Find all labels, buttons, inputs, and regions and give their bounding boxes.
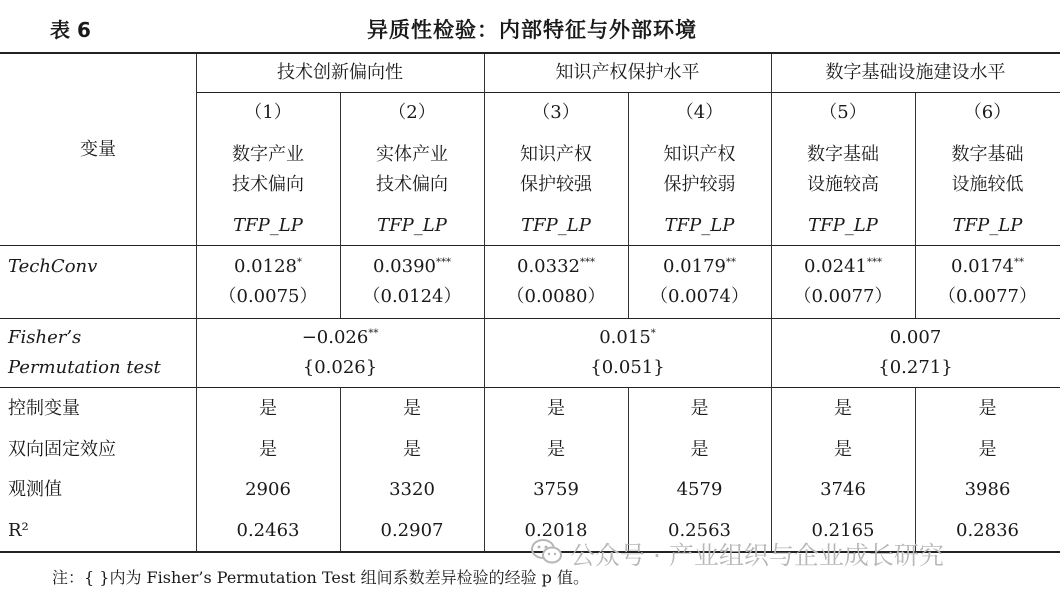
col-name-line2: 设施较高 xyxy=(807,174,879,195)
techconv-label: TechConv xyxy=(8,256,98,277)
significance-stars: ** xyxy=(368,328,379,339)
stat-value: 是 xyxy=(259,398,277,419)
col-name-line1: 知识产权 xyxy=(520,144,592,165)
stat-value: 3320 xyxy=(389,479,435,500)
dep-var: TFP_LP xyxy=(952,215,1023,236)
group-header-ip: 知识产权保护水平 xyxy=(555,62,700,83)
techconv-se: （0.0074） xyxy=(650,286,749,307)
stat-value: 0.2836 xyxy=(956,520,1019,541)
stat-value: 是 xyxy=(690,398,709,419)
techconv-coef: 0.0179** xyxy=(663,256,736,277)
col-name-line2: 设施较低 xyxy=(951,174,1024,195)
col-number: （5） xyxy=(819,102,867,123)
top-rule xyxy=(0,52,1060,54)
col-name-line1: 实体产业 xyxy=(376,144,448,165)
watermark-text: 公众号 · 产业组织与企业成长研究 xyxy=(570,541,944,570)
fisher-label-line1: Fisher’s xyxy=(8,327,82,348)
stat-value: 是 xyxy=(690,439,709,460)
fisher-pvalue: {0.026} xyxy=(302,357,378,378)
techconv-se: （0.0075） xyxy=(218,286,318,307)
stat-label-controls: 控制变量 xyxy=(8,398,80,419)
fisher-label-line2: Permutation test xyxy=(8,357,161,378)
col-number: （6） xyxy=(963,102,1012,123)
col-name-line2: 技术偏向 xyxy=(376,174,448,195)
col-name-line1: 数字基础 xyxy=(807,144,879,165)
techconv-coef: 0.0128* xyxy=(234,256,302,277)
table-label: 表 6 xyxy=(50,18,91,42)
fisher-pvalue: {0.271} xyxy=(878,357,953,378)
significance-stars: ** xyxy=(725,257,736,268)
coef-bottom-rule xyxy=(0,318,1060,319)
significance-stars: *** xyxy=(866,257,882,268)
stat-value: 是 xyxy=(834,439,852,460)
significance-stars: *** xyxy=(579,257,595,268)
stat-value: 是 xyxy=(403,398,421,419)
stat-value: 0.2463 xyxy=(236,520,300,541)
techconv-coef: 0.0332*** xyxy=(517,256,595,277)
significance-stars: ** xyxy=(1013,257,1024,268)
dep-var: TFP_LP xyxy=(233,215,303,236)
stat-value: 0.2018 xyxy=(524,520,588,541)
stat-value: 是 xyxy=(547,398,565,419)
group-header-digital: 数字基础设施建设水平 xyxy=(825,62,1006,83)
dep-var: TFP_LP xyxy=(664,215,735,236)
significance-stars: *** xyxy=(435,257,451,268)
col-number: （2） xyxy=(388,102,436,123)
group-header-tech: 技术创新偏向性 xyxy=(277,62,403,83)
col-name-line1: 知识产权 xyxy=(663,144,736,165)
row-header-variable: 变量 xyxy=(80,139,116,160)
significance-stars: * xyxy=(296,257,302,268)
fisher-diff: 0.007 xyxy=(889,327,942,348)
stat-value: 是 xyxy=(834,398,852,419)
dep-var: TFP_LP xyxy=(377,215,447,236)
col-number: （1） xyxy=(244,102,292,123)
stat-value: 是 xyxy=(978,439,997,460)
col-name-line1: 数字产业 xyxy=(232,144,304,165)
stat-label-observations: 观测值 xyxy=(8,479,62,500)
stat-value: 4579 xyxy=(676,479,723,500)
techconv-coef: 0.0174** xyxy=(951,256,1024,277)
header-bottom-rule xyxy=(0,245,1060,246)
title-row xyxy=(0,0,1064,52)
stat-label-fixed-effects: 双向固定效应 xyxy=(8,439,116,460)
significance-stars: * xyxy=(650,328,656,339)
stat-value: 0.2563 xyxy=(668,520,731,541)
dep-var: TFP_LP xyxy=(808,215,878,236)
stat-value: 0.2165 xyxy=(811,520,875,541)
wechat-icon xyxy=(530,537,564,567)
techconv-se: （0.0077） xyxy=(793,286,893,307)
col-name-line2: 技术偏向 xyxy=(232,174,304,195)
col-name-line2: 保护较弱 xyxy=(663,174,736,195)
fisher-diff: −0.026** xyxy=(301,327,379,348)
techconv-se: （0.0077） xyxy=(938,286,1037,307)
col-name-line2: 保护较强 xyxy=(520,174,592,195)
stat-value: 0.2907 xyxy=(380,520,444,541)
col-number: （4） xyxy=(675,102,724,123)
techconv-se: （0.0080） xyxy=(506,286,606,307)
col-number: （3） xyxy=(532,102,580,123)
stat-value: 3759 xyxy=(533,479,579,500)
stat-value: 3986 xyxy=(964,479,1011,500)
stat-value: 是 xyxy=(978,398,997,419)
stat-value: 是 xyxy=(259,439,277,460)
fisher-diff: 0.015* xyxy=(599,327,656,348)
stat-value: 是 xyxy=(403,439,421,460)
dep-var: TFP_LP xyxy=(521,215,591,236)
stat-label-r-squared: R² xyxy=(8,520,29,541)
techconv-coef: 0.0390*** xyxy=(373,256,451,277)
techconv-se: （0.0124） xyxy=(362,286,462,307)
table-note: 注：{ }内为 Fisher’s Permutation Test 组间系数差异检验的经验 p 值。 xyxy=(52,568,589,587)
fisher-bottom-rule xyxy=(0,387,1060,388)
fisher-pvalue: {0.051} xyxy=(590,357,665,378)
col-name-line1: 数字基础 xyxy=(951,144,1024,165)
table-title: 异质性检验：内部特征与外部环境 xyxy=(367,18,697,42)
stat-value: 2906 xyxy=(245,479,291,500)
stat-value: 3746 xyxy=(820,479,866,500)
techconv-coef: 0.0241*** xyxy=(804,256,882,277)
stat-value: 是 xyxy=(547,439,565,460)
